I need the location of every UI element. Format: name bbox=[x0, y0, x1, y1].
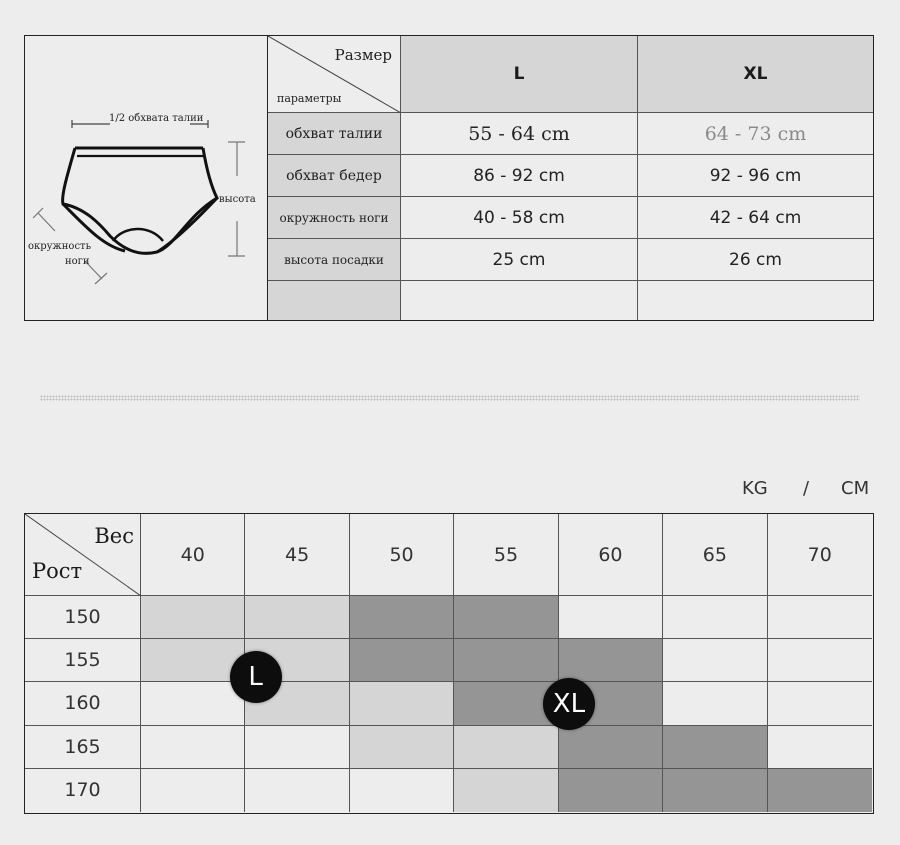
unit-cm: CM bbox=[841, 478, 870, 499]
units-label bbox=[700, 478, 875, 502]
underwear-diagram bbox=[25, 36, 268, 320]
fit-grid-table bbox=[24, 513, 874, 814]
leg-label-line2: ноги bbox=[65, 256, 90, 267]
fit-cell bbox=[559, 639, 663, 682]
value-text: 64 - 73 cm bbox=[704, 122, 807, 145]
fit-cell bbox=[454, 726, 558, 769]
weight-header: 45 bbox=[245, 514, 349, 596]
fit-cell bbox=[350, 726, 454, 769]
weight-header: 55 bbox=[454, 514, 558, 596]
size-corner-bottom: параметры bbox=[277, 92, 342, 105]
fit-cell bbox=[245, 726, 349, 769]
fit-cell bbox=[559, 769, 663, 812]
value-text: 26 cm bbox=[729, 249, 782, 270]
value-text: 42 - 64 cm bbox=[709, 207, 802, 228]
value-text: 92 - 96 cm bbox=[709, 165, 802, 186]
value-text: 55 - 64 cm bbox=[468, 122, 570, 145]
value-text: 86 - 92 cm bbox=[473, 165, 565, 186]
underwear-outline-icon bbox=[25, 36, 268, 320]
fit-cell bbox=[663, 596, 767, 639]
value-text: 25 cm bbox=[492, 249, 546, 270]
leg-label-line1: окружность bbox=[28, 241, 92, 252]
fit-cell bbox=[663, 726, 767, 769]
fit-cell bbox=[141, 596, 245, 639]
size-header-l bbox=[401, 36, 638, 113]
size-corner-cell bbox=[268, 36, 401, 113]
empty-value-cell bbox=[638, 281, 873, 320]
size-corner-top: Размер bbox=[334, 46, 392, 64]
empty-value-cell bbox=[401, 281, 638, 320]
value-cell bbox=[638, 197, 873, 239]
param-label: обхват талии bbox=[285, 125, 383, 142]
weight-header: 40 bbox=[141, 514, 245, 596]
grid-corner-bottom: Рост bbox=[32, 559, 83, 583]
size-header-xl bbox=[638, 36, 873, 113]
value-cell bbox=[401, 113, 638, 155]
value-cell bbox=[401, 155, 638, 197]
fit-cell bbox=[350, 639, 454, 682]
size-badge-l: L bbox=[230, 651, 282, 703]
param-hips bbox=[268, 155, 401, 197]
fit-cell bbox=[454, 639, 558, 682]
dotted-divider bbox=[40, 395, 860, 401]
fit-cell bbox=[245, 769, 349, 812]
param-label: окружность ноги bbox=[279, 210, 389, 225]
height-label: 160 bbox=[25, 682, 141, 725]
empty-param-cell bbox=[268, 281, 401, 320]
fit-cell bbox=[768, 726, 872, 769]
fit-cell bbox=[663, 682, 767, 725]
fit-cell bbox=[768, 639, 872, 682]
fit-cell bbox=[350, 769, 454, 812]
fit-cell bbox=[768, 596, 872, 639]
fit-cell bbox=[141, 726, 245, 769]
fit-cell bbox=[141, 682, 245, 725]
fit-cell bbox=[559, 596, 663, 639]
weight-header: 70 bbox=[768, 514, 872, 596]
grid-corner-cell bbox=[25, 514, 141, 596]
fit-cell bbox=[454, 596, 558, 639]
value-text: 40 - 58 cm bbox=[473, 207, 565, 228]
param-leg bbox=[268, 197, 401, 239]
value-cell bbox=[401, 197, 638, 239]
param-label: обхват бедер bbox=[286, 167, 382, 184]
fit-cell bbox=[245, 596, 349, 639]
param-waist bbox=[268, 113, 401, 155]
fit-cell bbox=[663, 639, 767, 682]
value-cell bbox=[401, 239, 638, 281]
fit-cell bbox=[454, 769, 558, 812]
fit-cell bbox=[663, 769, 767, 812]
value-cell bbox=[638, 239, 873, 281]
weight-header: 60 bbox=[559, 514, 663, 596]
height-label: 170 bbox=[25, 769, 141, 812]
fit-cell bbox=[141, 769, 245, 812]
waist-half-label: 1/2 обхвата талии bbox=[109, 113, 204, 124]
size-header-label: XL bbox=[743, 64, 768, 84]
param-label: высота посадки bbox=[284, 252, 384, 267]
height-label: 155 bbox=[25, 639, 141, 682]
height-label: 165 bbox=[25, 726, 141, 769]
value-cell bbox=[638, 155, 873, 197]
size-header-label: L bbox=[513, 64, 525, 84]
size-chart-table bbox=[24, 35, 874, 321]
fit-cell bbox=[768, 682, 872, 725]
size-badge-xl: XL bbox=[543, 678, 595, 730]
height-label: 150 bbox=[25, 596, 141, 639]
unit-separator: / bbox=[803, 478, 810, 499]
height-label: высота bbox=[219, 194, 256, 205]
unit-kg: KG bbox=[742, 478, 768, 499]
fit-cell bbox=[350, 596, 454, 639]
value-cell bbox=[638, 113, 873, 155]
weight-header: 50 bbox=[350, 514, 454, 596]
fit-cell bbox=[559, 726, 663, 769]
weight-header: 65 bbox=[663, 514, 767, 596]
fit-cell bbox=[768, 769, 872, 812]
grid-corner-top: Вес bbox=[94, 524, 134, 548]
fit-cell bbox=[350, 682, 454, 725]
param-rise bbox=[268, 239, 401, 281]
